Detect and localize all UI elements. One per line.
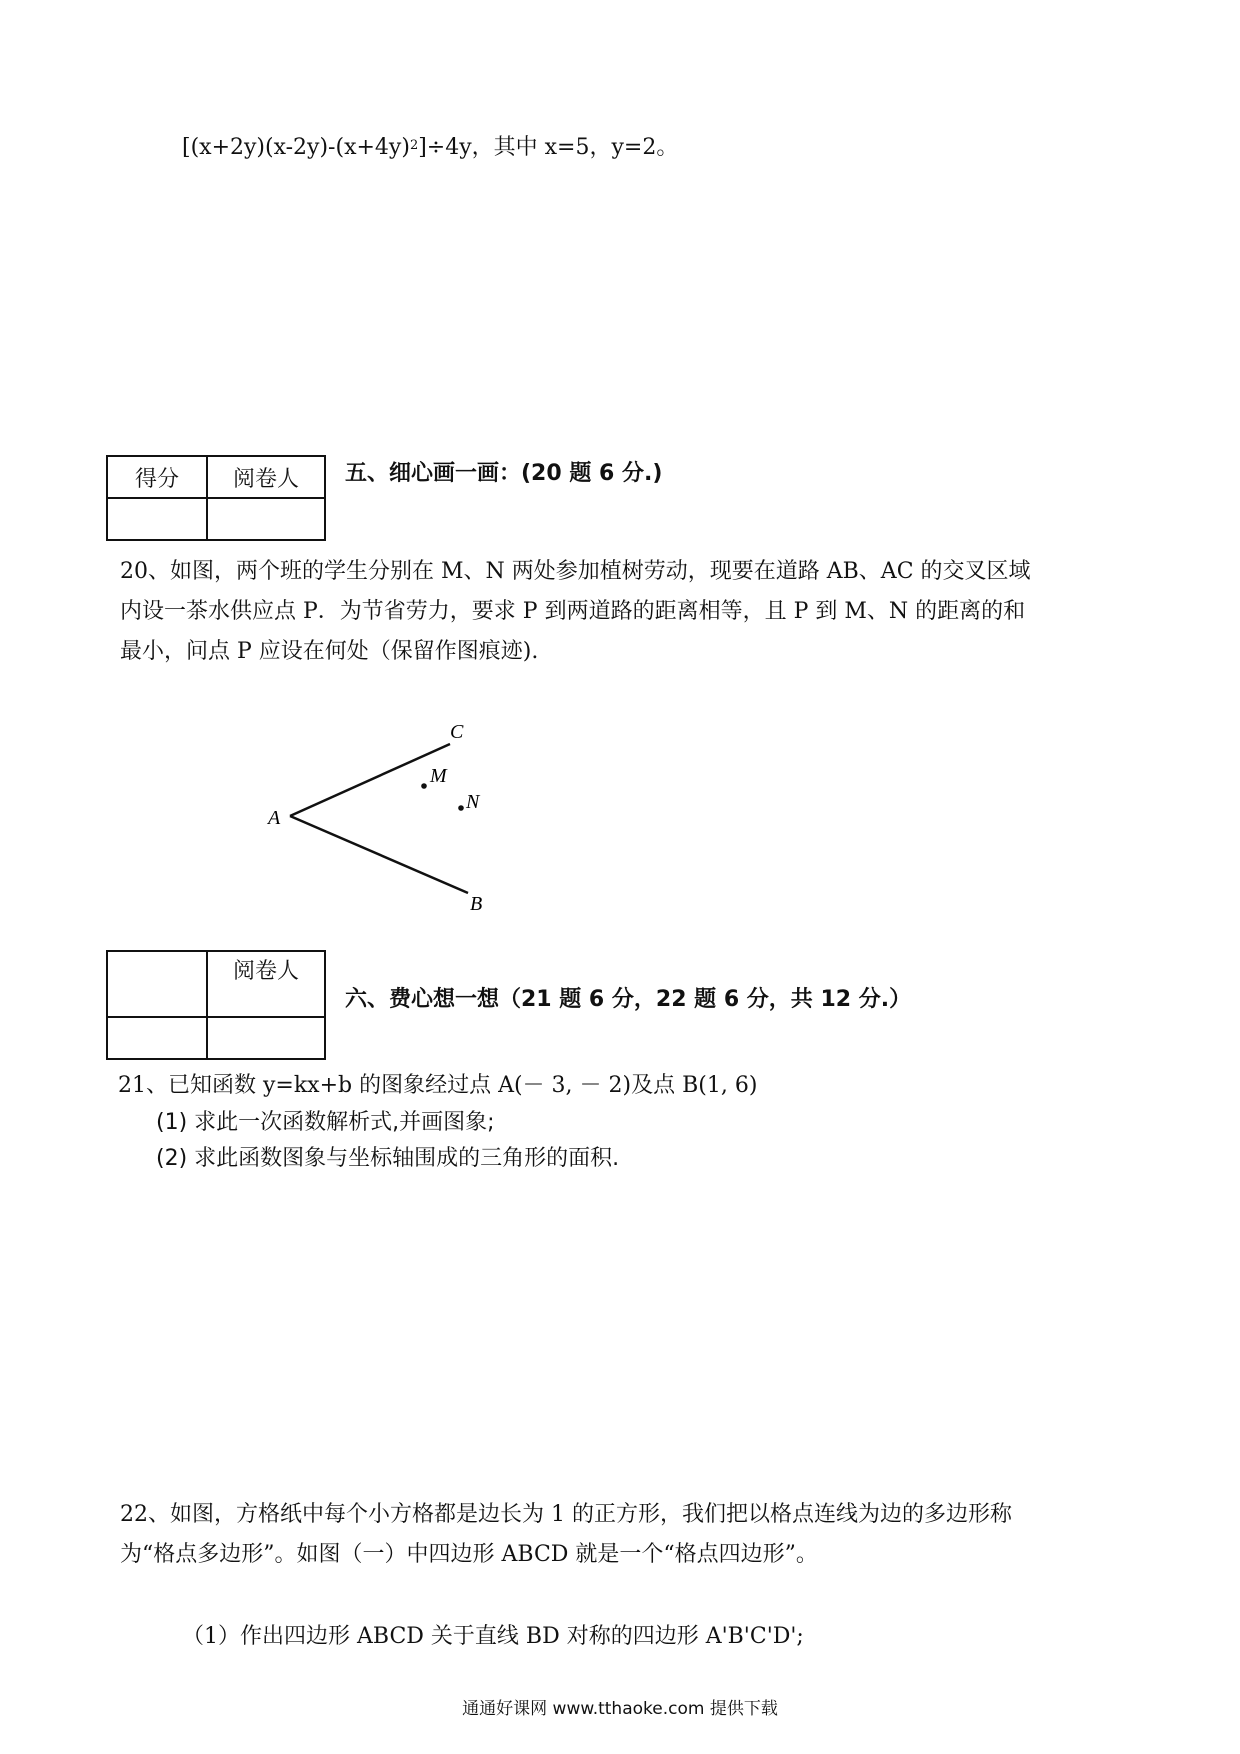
- ray-ac: [290, 744, 450, 816]
- q22-part1: （1）作出四边形 ABCD 关于直线 BD 对称的四边形 A'B'C'D';: [182, 1624, 804, 1649]
- q21-stem: 21、已知函数 y=kx+b 的图象经过点 A(－ 3, － 2)及点 B(1, 6): [118, 1073, 758, 1098]
- q20-text: [120, 552, 1130, 672]
- q20-line3: 最小，问点 P 应设在何处（保留作图痕迹).: [120, 639, 539, 664]
- q19-expression: [182, 128, 678, 168]
- score-cell[interactable]: [107, 1017, 207, 1059]
- label-a: A: [268, 807, 281, 829]
- section6-title: 六、费心想一想（21 题 6 分，22 题 6 分，共 12 分.）: [345, 987, 912, 1012]
- label-m: M: [430, 765, 447, 787]
- q20-line2: 内设一茶水供应点 P．为节省劳力，要求 P 到两道路的距离相等，且 P 到 M、N 的距离的和: [120, 599, 1026, 624]
- ray-ab: [290, 816, 468, 893]
- point-m: [421, 783, 427, 789]
- score-cell-top[interactable]: [107, 951, 207, 1017]
- q22-line1: 22、如图，方格纸中每个小方格都是边长为 1 的正方形，我们把以格点连线为边的多边形称: [120, 1502, 1012, 1527]
- section6-score-table: [106, 950, 326, 1060]
- label-n: N: [466, 791, 480, 813]
- grader-label: 阅卷人: [207, 951, 325, 1017]
- q22-line2: 为“格点多边形”。如图（一）中四边形 ABCD 就是一个“格点四边形”。: [120, 1542, 818, 1567]
- grader-cell[interactable]: [207, 1017, 325, 1059]
- section5-title: 五、细心画一画：(20 题 6 分.): [345, 461, 663, 486]
- q19-exponent: 2: [409, 138, 419, 153]
- footer: 通通好课网 www.tthaoke.com 提供下载: [462, 1699, 778, 1719]
- q20-line1: 20、如图，两个班的学生分别在 M、N 两处参加植树劳动，现要在道路 AB、AC 的交叉区域: [120, 559, 1031, 584]
- q19-expr-head: [(x+2y)(x-2y)-(x+4y): [182, 135, 410, 160]
- label-c: C: [450, 721, 464, 743]
- q22-text: [120, 1495, 1130, 1575]
- point-n: [458, 805, 464, 811]
- score-cell[interactable]: [107, 498, 207, 540]
- grader-cell[interactable]: [207, 498, 325, 540]
- q21-part2: (2) 求此函数图象与坐标轴围成的三角形的面积.: [156, 1146, 620, 1171]
- section5-score-table: [106, 455, 326, 541]
- q19-expr-tail: ]÷4y，其中 x=5，y=2。: [418, 135, 679, 160]
- grader-label: 阅卷人: [207, 456, 325, 498]
- angle-figure: [250, 720, 510, 920]
- q21-part1: (1) 求此一次函数解析式,并画图象;: [156, 1110, 495, 1135]
- label-b: B: [470, 893, 483, 915]
- score-label: 得分: [107, 456, 207, 498]
